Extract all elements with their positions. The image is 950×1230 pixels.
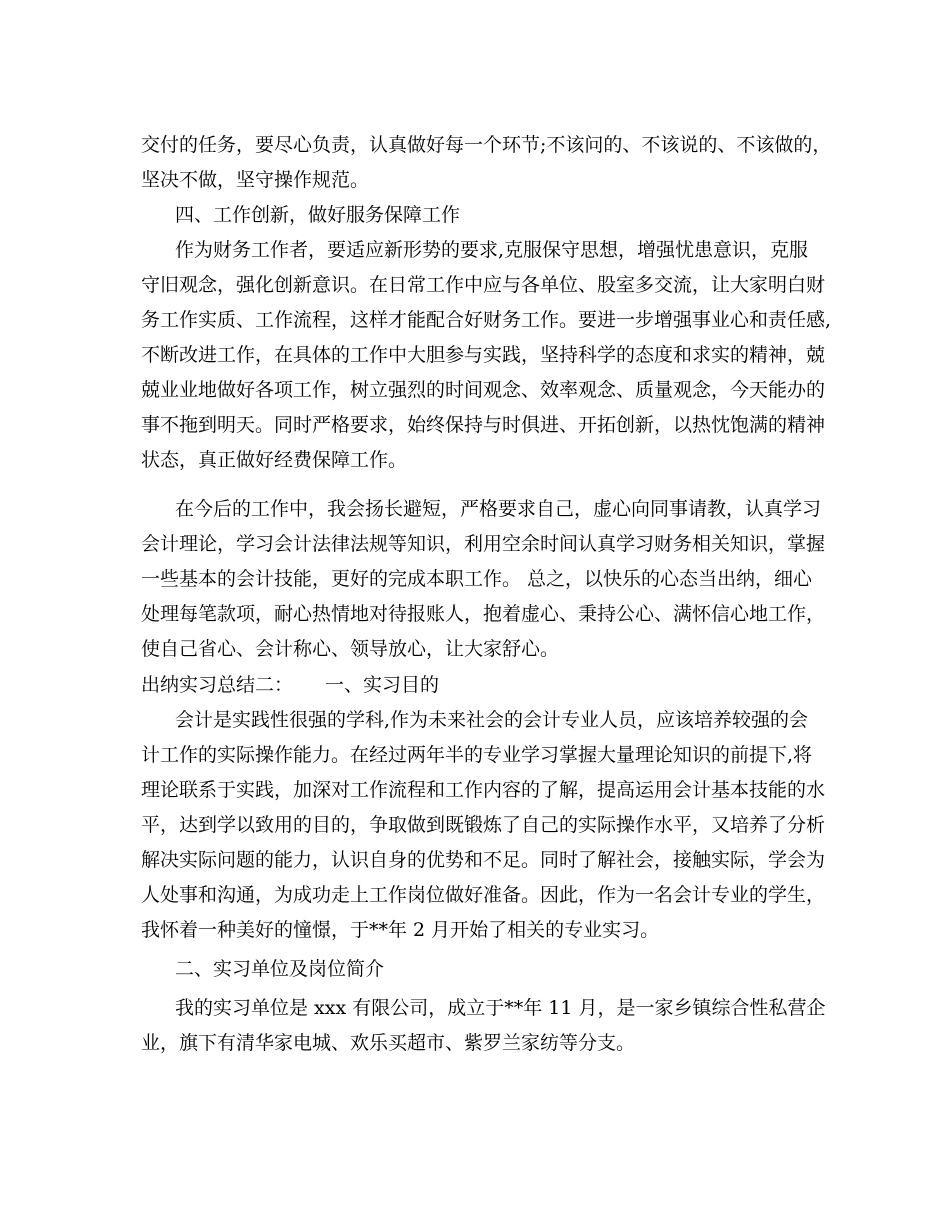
paragraph-line: 在今后的工作中，我会扬长避短，严格要求自己，虚心向同事请教，认真学习	[175, 498, 822, 520]
paragraph-line: 会计理论，学习会计法律法规等知识，利用空余时间认真学习财务相关知识，掌握	[141, 533, 826, 555]
paragraph-line: 作为财务工作者，要适应新形势的要求,克服保守思想，增强忧患意识，克服	[175, 239, 809, 261]
paragraph-line: 理论联系于实践，加深对工作流程和工作内容的了解，提高运用会计基本技能的水	[141, 779, 826, 801]
paragraph-line: 业，旗下有清华家电城、欢乐买超市、紫罗兰家纺等分支。	[141, 1032, 636, 1054]
paragraph-line: 人处事和沟通，为成功走上工作岗位做好准备。因此，作为一名会计专业的学生，	[141, 884, 826, 906]
paragraph-line: 一些基本的会计技能，更好的完成本职工作。 总之，以快乐的心态当出纳，细心	[141, 568, 813, 590]
paragraph-line: 我怀着一种美好的憧憬，于**年 2 月开始了相关的专业实习。	[141, 919, 660, 941]
section-heading: 四、工作创新，做好服务保障工作	[175, 204, 461, 226]
section-title-line	[141, 672, 439, 698]
paragraph-line: 状态，真正做好经费保障工作。	[141, 449, 408, 471]
paragraph-line: 我的实习单位是 xxx 有限公司，成立于**年 11 月，是一家乡镇综合性私营企	[175, 997, 826, 1019]
section-heading: 一、实习目的	[325, 674, 440, 696]
paragraph-line: 交付的任务，要尽心负责，认真做好每一个环节;不该问的、不该说的、不该做的，	[141, 134, 832, 156]
paragraph-line: 不断改进工作，在具体的工作中大胆参与实践，坚持科学的态度和求实的精神，兢	[141, 344, 826, 366]
section-heading: 二、实习单位及岗位简介	[175, 958, 385, 980]
paragraph-line: 事不拖到明天。同时严格要求，始终保持与时俱进、开拓创新，以热忱饱满的精神	[141, 414, 826, 436]
paragraph-line: 坚决不做，坚守操作规范。	[141, 169, 370, 191]
paragraph-line: 平，达到学以致用的目的，争取做到既锻炼了自己的实际操作水平，又培养了分析	[141, 814, 826, 836]
paragraph-line: 会计是实践性很强的学科,作为未来社会的会计专业人员，应该培养较强的会	[175, 709, 809, 731]
paragraph-line: 解决实际问题的能力，认识自身的优势和不足。同时了解社会，接触实际，学会为	[141, 849, 826, 871]
paragraph-line: 处理每笔款项，耐心热情地对待报账人，抱着虚心、秉持公心、满怀信心地工作，	[141, 603, 826, 625]
paragraph-line: 守旧观念，强化创新意识。在日常工作中应与各单位、股室多交流，让大家明白财	[141, 274, 826, 296]
paragraph-line: 使自己省心、会计称心、领导放心，让大家舒心。	[141, 638, 560, 660]
paragraph-line: 兢业业地做好各项工作，树立强烈的时间观念、效率观念、质量观念，今天能办的	[141, 379, 826, 401]
document-subtitle: 出纳实习总结二：	[141, 674, 294, 696]
paragraph-line: 计工作的实际操作能力。在经过两年半的专业学习掌握大量理论知识的前提下,将	[141, 744, 813, 766]
paragraph-line: 务工作实质、工作流程，这样才能配合好财务工作。要进一步增强事业心和责任感,	[141, 309, 832, 331]
